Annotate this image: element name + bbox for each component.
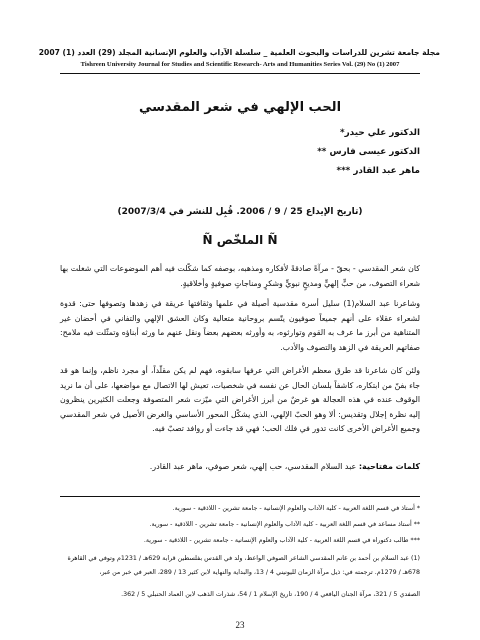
abstract-paragraph-3: ولئن كان شاعرنا قد طرق معظم الأغراض التي عرفها سابقوه، فهم لم يكن مقلّداً، أو مجرد ناظم، وإنما هو قد جاء بفنّ من ابتكاره، كاشفاً بلسان الحال عن نفسه في شخصيات، تعيش لها الاتصال مع مواضعها، على أن ما نريد الوقوف عنده في هذه العجالة هو غرضٌ من أبرز الأغراض التي ميّزت شعر المتصوفة وجعلت الكثيرين ينظرون إليه نظرة إجلال وتقديس: ألا وهو الحبّ الإلهي، الذي يشكّل المحور الأساسي والغرض الأصيل في شعر المقدسي وجميع الأغراض الأخرى كانت تدور في فلك الحب؛ فهي قد جاءت أو روافد تصبّ فيه. bbox=[60, 366, 420, 434]
footnote-2: ** أستاذ مساعد في قسم اللغة العربية - كلية الآداب والعلوم الإنسانية - جامعة تشرين - اللاذقية - سورية. bbox=[149, 521, 420, 528]
footnote-rule bbox=[60, 496, 420, 497]
bracket-mark-icon: Ñ bbox=[202, 233, 213, 247]
footnote-5: الصفدي 5 / 321، مرآة الجنان اليافعي 4 / 190، تاريخ الإسلام 1 / 54، شذرات الذهب لابن العماد الحنبلي 5 / 362. bbox=[121, 591, 420, 598]
page-number: 23 bbox=[235, 620, 245, 630]
journal-header-english: Tishreen University Journal for Studies and Scientific Research- Arts and Humanities Series Vol. (29) No (1) 2007 bbox=[80, 61, 400, 68]
footnote-1: * أستاذ في قسم اللغة العربية - كلية الآداب والعلوم الإنسانية - جامعة تشرين - اللاذقية - سورية. bbox=[172, 505, 420, 512]
keywords-label: كلمات مفتاحية: bbox=[358, 462, 420, 471]
footnote-3: *** طالب دكتوراه في قسم اللغة العربية - كلية الآداب والعلوم الإنسانية - جامعة تشرين - اللاذقية - سورية. bbox=[143, 537, 420, 544]
keywords-text: عبد السلام المقدسي، حب إلهي، شعر صوفي، ماهر عبد القادر. bbox=[149, 462, 357, 471]
author-3: ماهر عبد القادر *** bbox=[336, 166, 420, 176]
header-rule bbox=[60, 73, 420, 74]
abstract-paragraph-1: كان شعر المقدسي - بحقّ - مرآةً صادقةً لأفكاره ومذهبه، بوصفه كما شكّلت فيه أهم الموضوعات التي شغلت بها شعراء التصوف، من حبٍّ إلهيٍّ ومديحٍ نبويٍّ وشكرٍ ومناجاتٍ صوفيةٍ وأخلاقيةٍ. bbox=[60, 264, 420, 288]
abstract-paragraph-2: وشاعرنا عبد السلام(1) سليل أسرة مقدسية أصيلة في علمها وثقافتها عريقة في زهدها وتصوفها حتى: قدوة لشعراء عقلاء على أنهم جميعاً صوفيون يتّسم بروحانية متعالية وكان العشق الإلهي والتفاني في أحضان غير المتناهية من أبرز ما عرف به القوم وتوارثوه، به وأورثه بعضهم بعضاً ونقل عنهم ما ورثه أبناؤه وتمثّلت فيه ملامح: صفاتهم العريقة في الزهد والتصوف والأدب. bbox=[60, 299, 420, 352]
author-2: الدكتور عيسى فارس ** bbox=[317, 147, 420, 157]
abstract-heading-text: الملخّص bbox=[216, 233, 264, 247]
bracket-mark-icon: Ñ bbox=[267, 233, 278, 247]
article-title: الحب الإلهي في شعر المقدسي bbox=[138, 100, 342, 115]
footnote-4: (1) عبد السلام بن أحمد بن غانم المقدسي الشاعر الصوفي الواعظ، ولد في القدس بفلسطين قرابة 629هـ / 1231م وتوفي في القاهرة 678هـ / 1279م. ترجمته في: ذيل مرآة الزمان لليونيني 4 / 13، والبداية والنهاية لابن كثير 13 / 289، العبر في خبر من غبر، bbox=[67, 555, 420, 576]
submission-dates: (تاريخ الإيداع 25 / 9 / 2006. قُبِل للنشر في 2007/3/4) bbox=[117, 207, 363, 217]
abstract-heading bbox=[60, 233, 420, 247]
journal-header-arabic: مجلة جامعة تشرين للدراسات والبحوث العلمية _ سلسلة الآداب والعلوم الإنسانية المجلد (29) العدد (1) 2007 bbox=[38, 48, 440, 57]
author-1: الدكتور علي حيدر* bbox=[340, 128, 420, 138]
keywords bbox=[60, 462, 420, 471]
